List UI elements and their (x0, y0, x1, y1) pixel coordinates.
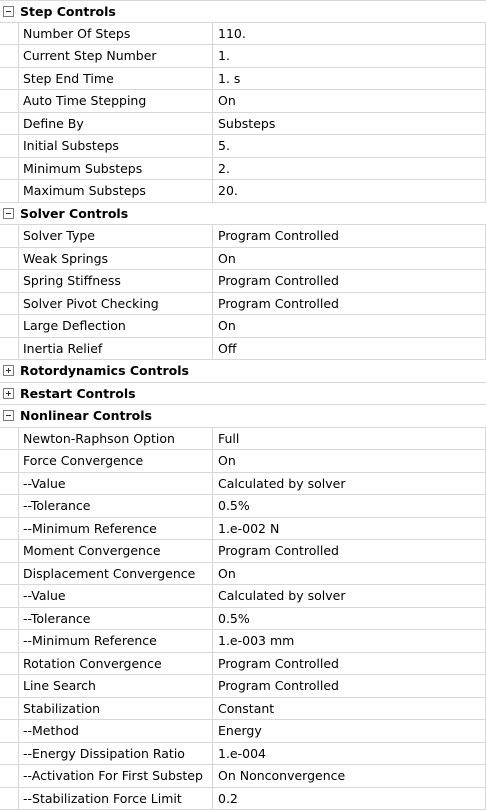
section-title: Rotordynamics Controls (20, 360, 189, 381)
property-row-value[interactable] (0, 473, 486, 496)
property-value[interactable]: Full (213, 428, 486, 450)
property-row-displacement-convergence[interactable] (0, 563, 486, 586)
expand-icon[interactable] (3, 388, 14, 399)
section-header-rotordynamics-controls[interactable] (0, 360, 486, 383)
section-title: Solver Controls (20, 203, 128, 224)
property-value[interactable]: Program Controlled (213, 653, 486, 675)
property-row-solver-type[interactable] (0, 225, 486, 248)
property-value[interactable]: Program Controlled (213, 225, 486, 247)
property-row-energy-dissipation-ratio[interactable] (0, 743, 486, 766)
property-value[interactable]: 1.e-002 N (213, 518, 486, 540)
property-name: --Value (18, 473, 213, 495)
property-name: Step End Time (18, 68, 213, 90)
property-name: Maximum Substeps (18, 180, 213, 202)
property-row-large-deflection[interactable] (0, 315, 486, 338)
section-title: Restart Controls (20, 383, 136, 404)
property-row-tolerance[interactable] (0, 608, 486, 631)
property-name: --Tolerance (18, 495, 213, 517)
property-row-maximum-substeps[interactable] (0, 180, 486, 203)
property-name: Stabilization (18, 698, 213, 720)
property-name: Rotation Convergence (18, 653, 213, 675)
property-value[interactable]: Program Controlled (213, 540, 486, 562)
property-value[interactable]: Calculated by solver (213, 473, 486, 495)
property-name: Current Step Number (18, 45, 213, 67)
property-value[interactable]: Program Controlled (213, 270, 486, 292)
property-value[interactable]: 20. (213, 180, 486, 202)
property-value[interactable]: Program Controlled (213, 293, 486, 315)
property-value[interactable]: 2. (213, 158, 486, 180)
collapse-icon[interactable] (3, 6, 14, 17)
property-name: --Minimum Reference (18, 518, 213, 540)
property-value[interactable]: 1.e-003 mm (213, 630, 486, 652)
property-value[interactable]: On (213, 563, 486, 585)
property-name: --Activation For First Substep (18, 765, 213, 787)
collapse-icon[interactable] (3, 208, 14, 219)
property-name: --Energy Dissipation Ratio (18, 743, 213, 765)
property-value[interactable]: 0.5% (213, 495, 486, 517)
property-name: Newton-Raphson Option (18, 428, 213, 450)
section-header-step-controls[interactable] (0, 0, 486, 23)
property-name: Large Deflection (18, 315, 213, 337)
property-row-method[interactable] (0, 720, 486, 743)
property-value[interactable]: On (213, 315, 486, 337)
collapse-icon[interactable] (3, 410, 14, 421)
property-value[interactable]: 5. (213, 135, 486, 157)
property-row-moment-convergence[interactable] (0, 540, 486, 563)
property-row-current-step-number[interactable] (0, 45, 486, 68)
property-value[interactable]: On (213, 90, 486, 112)
property-row-value[interactable] (0, 585, 486, 608)
property-name: --Tolerance (18, 608, 213, 630)
property-row-rotation-convergence[interactable] (0, 653, 486, 676)
section-header-restart-controls[interactable] (0, 383, 486, 406)
property-row-stabilization-force-limit[interactable] (0, 788, 486, 810)
property-row-number-of-steps[interactable] (0, 23, 486, 46)
property-name: Number Of Steps (18, 23, 213, 45)
property-row-define-by[interactable] (0, 113, 486, 136)
property-row-newton-raphson-option[interactable] (0, 428, 486, 451)
section-title: Step Controls (20, 1, 116, 22)
property-row-inertia-relief[interactable] (0, 338, 486, 361)
property-name: --Stabilization Force Limit (18, 788, 213, 810)
property-value[interactable]: Energy (213, 720, 486, 742)
property-name: Spring Stiffness (18, 270, 213, 292)
property-name: Inertia Relief (18, 338, 213, 360)
property-value[interactable]: On (213, 248, 486, 270)
property-row-initial-substeps[interactable] (0, 135, 486, 158)
property-row-minimum-substeps[interactable] (0, 158, 486, 181)
property-value[interactable]: 0.5% (213, 608, 486, 630)
section-title: Nonlinear Controls (20, 405, 152, 426)
property-name: Force Convergence (18, 450, 213, 472)
property-value[interactable]: Off (213, 338, 486, 360)
property-name: Minimum Substeps (18, 158, 213, 180)
property-row-minimum-reference[interactable] (0, 518, 486, 541)
property-value[interactable]: Substeps (213, 113, 486, 135)
property-name: Moment Convergence (18, 540, 213, 562)
property-row-weak-springs[interactable] (0, 248, 486, 271)
property-name: --Method (18, 720, 213, 742)
property-row-spring-stiffness[interactable] (0, 270, 486, 293)
property-row-step-end-time[interactable] (0, 68, 486, 91)
property-name: Solver Pivot Checking (18, 293, 213, 315)
property-value[interactable]: 0.2 (213, 788, 486, 810)
property-row-auto-time-stepping[interactable] (0, 90, 486, 113)
property-name: Define By (18, 113, 213, 135)
property-name: Solver Type (18, 225, 213, 247)
property-row-minimum-reference[interactable] (0, 630, 486, 653)
property-row-tolerance[interactable] (0, 495, 486, 518)
property-value[interactable]: 1. (213, 45, 486, 67)
section-header-nonlinear-controls[interactable] (0, 405, 486, 428)
property-value[interactable]: 1. s (213, 68, 486, 90)
property-name: Initial Substeps (18, 135, 213, 157)
property-row-stabilization[interactable] (0, 698, 486, 721)
property-name: Weak Springs (18, 248, 213, 270)
property-name: --Minimum Reference (18, 630, 213, 652)
property-value[interactable]: 110. (213, 23, 486, 45)
property-row-line-search[interactable] (0, 675, 486, 698)
property-row-activation-for-first-substep[interactable] (0, 765, 486, 788)
section-header-solver-controls[interactable] (0, 203, 486, 226)
property-name: Displacement Convergence (18, 563, 213, 585)
property-value[interactable]: On Nonconvergence (213, 765, 486, 787)
property-value[interactable]: 1.e-004 (213, 743, 486, 765)
property-name: Line Search (18, 675, 213, 697)
property-value[interactable]: On (213, 450, 486, 472)
property-name: Auto Time Stepping (18, 90, 213, 112)
property-value[interactable]: Constant (213, 698, 486, 720)
property-row-solver-pivot-checking[interactable] (0, 293, 486, 316)
property-name: --Value (18, 585, 213, 607)
expand-icon[interactable] (3, 365, 14, 376)
property-row-force-convergence[interactable] (0, 450, 486, 473)
property-value[interactable]: Calculated by solver (213, 585, 486, 607)
property-value[interactable]: Program Controlled (213, 675, 486, 697)
